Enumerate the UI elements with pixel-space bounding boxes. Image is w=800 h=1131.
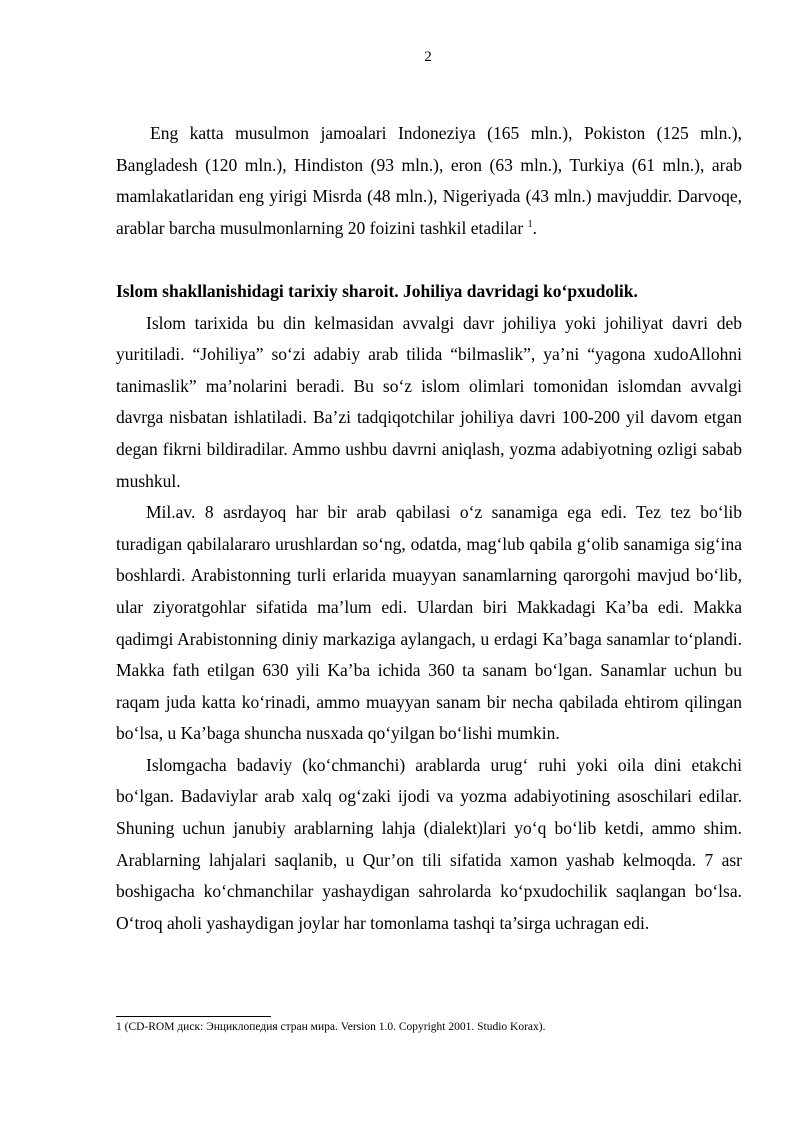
- section-paragraph-1: Islom tarixida bu din kelmasidan avvalgi davr johiliya yoki johiliyat davri deb yuritiladi. “Johiliya” so‘zi adabiy arab tilida “bilmaslik”, ya’ni “yagona xudoAllohni tanimaslik” ma’nolarini beradi. Bu so‘z islom olimlari tomonidan islomdan avvalgi davrga nisbatan ishlatiladi. Ba’zi tadqiqotchilar johiliya davri 100-200 yil davom etgan degan fikrni bildiradilar. Ammo ushbu davrni aniqlash, yozma adabiyotning ozligi sabab mushkul.: [116, 312, 742, 491]
- section-heading: Islom shakllanishidagi tarixiy sharoit. Johiliya davridagi ko‘pxudolik.: [116, 280, 638, 301]
- footnote-reference[interactable]: 1: [527, 218, 533, 230]
- intro-paragraph: [116, 118, 742, 244]
- footnote-divider: [116, 1016, 271, 1017]
- intro-text: Eng katta musulmon jamoalari Indoneziya (165 mln.), Pokiston (125 mln.), Bangladesh (120 mln.), Hindiston (93 mln.), eron (63 mln.), Turkiya (61 mln.), arab mamlakatlaridan eng yirigi Misrda (48 mln.), Nigeriyada (43 mln.) mavjuddir. Darvoqe, arablar barcha musulmonlarning 20 foizini tashkil etadilar: [116, 123, 742, 238]
- intro-end: .: [532, 217, 537, 238]
- section-paragraph-3: Islomgacha badaviy (ko‘chmanchi) arablarda urug‘ ruhi yoki oila dini etakchi bo‘lgan. Badaviylar arab xalq og‘zaki ijodi va yozma adabiyotining asoschilari edilar. Shuning uchun janubiy arablarning lahja (dialekt)lari yo‘q bo‘lib ketdi, ammo shim. Arablarning lahjalari saqlanib, u Qur’on tili sifatida xamon yashab kelmoqda. 7 asr boshigacha ko‘chmanchilar yashaydigan sahrolarda ko‘pxudochilik saqlangan bo‘lsa. O‘troq aholi yashaydigan joylar har tomonlama tashqi ta’sirga uchragan edi.: [116, 754, 742, 933]
- page-number: 2: [424, 49, 432, 65]
- section-paragraph-2: Mil.av. 8 asrdayoq har bir arab qabilasi o‘z sanamiga ega edi. Tez tez bo‘lib turadigan qabilalararo urushlardan so‘ng, odatda, mag‘lub qabila g‘olib sanamiga sig‘ina boshlardi. Arabistonning turli erlarida muayyan sanamlarning qarorgohi mavjud bo‘lib, ular ziyoratgohlar sifatida ma’lum edi. Ulardan biri Makkadagi Ka’ba edi. Makka qadimgi Arabistonning diniy markaziga aylangach, u erdagi Ka’baga sanamlar to‘plandi. Makka fath etilgan 630 yili Ka’ba ichida 360 ta sanam bo‘lgan. Sanamlar uchun bu raqam juda katta ko‘rinadi, ammo muayyan sanam bir necha qabilada ehtirom qilingan bo‘lsa, u Ka’baga shuncha nusxada qo‘yilgan bo‘lishi mumkin.: [116, 502, 742, 744]
- footnote: 1 (CD-ROM диск: Энциклопедия стран мира. Version 1.0. Copyright 2001. Studio Korax).: [116, 1021, 546, 1033]
- document-body: [116, 118, 742, 939]
